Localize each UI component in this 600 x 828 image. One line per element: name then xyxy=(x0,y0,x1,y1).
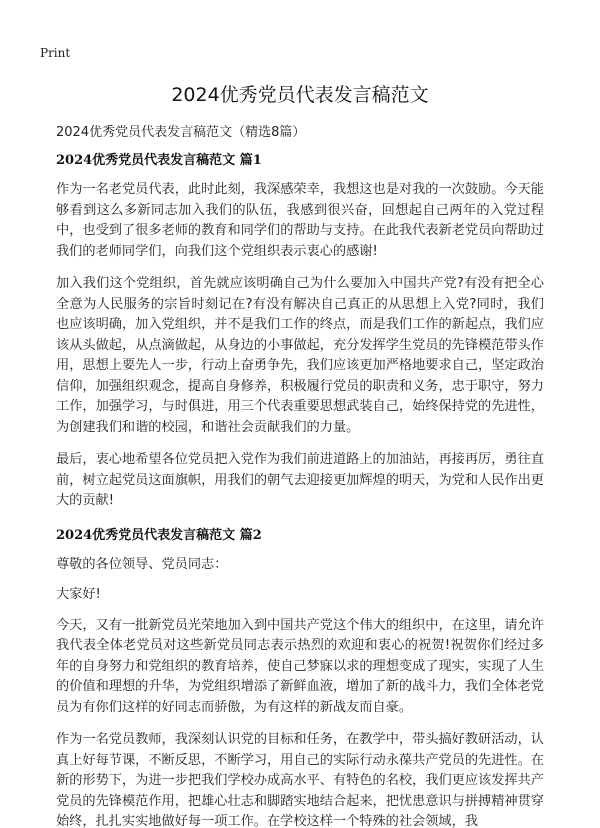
document-title: 2024优秀党员代表发言稿范文 xyxy=(171,84,429,106)
section-heading: 2024优秀党员代表发言稿范文 篇1 xyxy=(56,153,262,168)
greeting: 大家好! xyxy=(56,587,101,602)
section-heading: 2024优秀党员代表发言稿范文 篇2 xyxy=(56,527,262,543)
print-link[interactable]: Print xyxy=(40,46,71,60)
section-1 xyxy=(56,149,544,512)
section-2 xyxy=(56,524,544,828)
paragraph: 最后，衷心地希望各位党员把入党作为我们前进道路上的加油站，再接再厉，勇往直前，树立起党员这面旗帜，用我们的朝气去迎接更加辉煌的明天，为党和人民作出更大的贡献! xyxy=(56,452,544,508)
paragraph: 今天，又有一批新党员光荣地加入到中国共产党这个伟大的组织中，在这里，请允许我代表全体老党员对这些新党员同志表示热烈的欢迎和衷心的祝贺!祝贺你们经过多年的自身努力和党组织的教育培养，使自己梦寐以求的理想变成了现实，实现了人生的价值和理想的升华，为党组织增添了新鲜血液，增加了新的战斗力，我们全体老党员为有你们这样的好同志而骄傲，为有这样的新战友而自豪。 xyxy=(56,617,544,715)
document-subtitle: 2024优秀党员代表发言稿范文（精选8篇） xyxy=(56,125,306,140)
document-body xyxy=(56,143,544,828)
paragraph: 作为一名党员教师，我深刻认识党的目标和任务，在教学中，带头搞好教研活动，认真上好每节课，不断反思，不断学习，用自己的实际行动永葆共产党员的先进性。在新的形势下，为进一步把我们学校办成高水平、有特色的名校，我们更应该发挥共产党员的先锋模范作用，把雄心壮志和脚踏实地结合起来，把忧患意识与拼搏精神贯穿始终，扎扎实实地做好每一项工作。在学校这样一个特殊的社会领域，我 xyxy=(56,732,544,828)
paragraph: 作为一名老党员代表，此时此刻，我深感荣幸，我想这也是对我的一次鼓励。今天能够看到这么多新同志加入我们的队伍，我感到很兴奋，回想起自己两年的入党过程中，也受到了很多老师的教育和同学们的帮助与支持。在此我代表新老党员向帮助过我们的老师同学们，向我们这个党组织表示衷心的感谢! xyxy=(56,182,544,259)
paragraph: 加入我们这个党组织，首先就应该明确自己为什么要加入中国共产党?有没有把全心全意为人民服务的宗旨时刻记在?有没有解决自己真正的从思想上入党?同时，我们也应该明确，加入党组织，并不是我们工作的终点，而是我们工作的新起点，我们应该从头做起，从点滴做起，从身边的小事做起，充分发挥学生党员的先锋模范带头作用，思想上要先人一步，行动上奋勇争先，我们应该更加严格地要求自己，坚定政治信仰，加强组织观念，提高自身修养，积极履行党员的职责和义务，忠于职守，努力工作，加强学习，与时俱进，用三个代表重要思想武装自己，始终保持党的先进性，为创建我们和谐的校园，和谐社会贡献我们的力量。 xyxy=(56,276,544,435)
salutation: 尊敬的各位领导、党员同志： xyxy=(56,556,228,572)
